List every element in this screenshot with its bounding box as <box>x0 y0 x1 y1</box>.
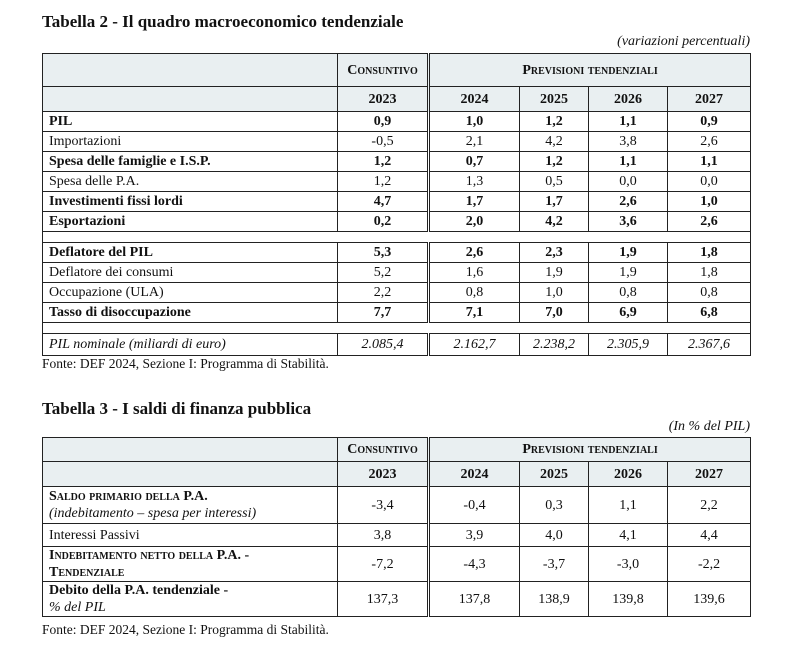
value-cell: 1,9 <box>589 263 668 283</box>
value-cell: 137,3 <box>338 582 429 617</box>
row-label: Investimenti fissi lordi <box>43 192 338 212</box>
empty-header <box>43 462 338 487</box>
value-cell: 0,0 <box>589 172 668 192</box>
table-row <box>43 582 751 617</box>
value-cell: -3,0 <box>589 547 668 582</box>
year-header-row <box>43 462 751 487</box>
value-cell: 1,2 <box>338 152 429 172</box>
value-cell: 1,9 <box>520 263 589 283</box>
year-header: 2025 <box>520 87 589 112</box>
value-cell: -2,2 <box>668 547 751 582</box>
row-label: Occupazione (ULA) <box>43 283 338 303</box>
value-cell: 0,5 <box>520 172 589 192</box>
value-cell: -0,5 <box>338 132 429 152</box>
value-cell: 139,6 <box>668 582 751 617</box>
table-row <box>43 112 751 132</box>
value-cell: -3,7 <box>520 547 589 582</box>
row-label-main: Debito della P.A. tendenziale - <box>49 583 229 598</box>
value-cell: -7,2 <box>338 547 429 582</box>
row-label: Deflatore dei consumi <box>43 263 338 283</box>
value-cell: 6,9 <box>589 303 668 323</box>
year-header-row <box>43 87 751 112</box>
year-header: 2023 <box>338 87 429 112</box>
year-header: 2026 <box>589 87 668 112</box>
value-cell: -0,4 <box>429 487 520 524</box>
spacer-cell <box>43 232 751 243</box>
group-header-row <box>43 438 751 462</box>
row-label: Deflatore del PIL <box>43 243 338 263</box>
value-cell: 2,6 <box>589 192 668 212</box>
table-row <box>43 132 751 152</box>
table-row <box>43 172 751 192</box>
table-row <box>43 283 751 303</box>
table-row <box>43 547 751 582</box>
value-cell: 4,2 <box>520 132 589 152</box>
spacer-row <box>43 232 751 243</box>
row-label: Esportazioni <box>43 212 338 232</box>
value-cell: 7,0 <box>520 303 589 323</box>
value-cell: 1,8 <box>668 243 751 263</box>
value-cell: 7,7 <box>338 303 429 323</box>
year-header: 2027 <box>668 462 751 487</box>
value-cell: 1,7 <box>520 192 589 212</box>
value-cell: 2.305,9 <box>589 334 668 356</box>
value-cell: 7,1 <box>429 303 520 323</box>
spacer-row <box>43 323 751 334</box>
value-cell: 5,2 <box>338 263 429 283</box>
table-row <box>43 192 751 212</box>
value-cell: 137,8 <box>429 582 520 617</box>
row-label-main: Interessi Passivi <box>49 527 140 543</box>
value-cell: 3,8 <box>338 524 429 547</box>
value-cell: 3,6 <box>589 212 668 232</box>
value-cell: 2.162,7 <box>429 334 520 356</box>
table3-source: Fonte: DEF 2024, Sezione I: Programma di Stabilità. <box>42 622 329 637</box>
value-cell: -3,4 <box>338 487 429 524</box>
year-header: 2024 <box>429 87 520 112</box>
empty-header <box>43 54 338 87</box>
row-label: Spesa delle famiglie e I.S.P. <box>43 152 338 172</box>
table3-title: Tabella 3 - I saldi di finanza pubblica <box>42 399 312 418</box>
value-cell: 1,2 <box>520 152 589 172</box>
previsioni-header: Previsioni tendenziali <box>429 54 751 87</box>
row-label-sub: (indebitamento – spesa per interessi) <box>49 506 257 521</box>
group-header-row <box>43 54 751 87</box>
table-row <box>43 524 751 547</box>
value-cell: 0,9 <box>338 112 429 132</box>
consuntivo-header: Consuntivo <box>338 54 429 87</box>
row-label-sub: % del PIL <box>49 600 106 615</box>
value-cell: 6,8 <box>668 303 751 323</box>
value-cell: 5,3 <box>338 243 429 263</box>
table-row <box>43 212 751 232</box>
row-label: Tasso di disoccupazione <box>43 303 338 323</box>
value-cell: 2,3 <box>520 243 589 263</box>
value-cell: 1,1 <box>589 112 668 132</box>
empty-header <box>43 87 338 112</box>
table-row <box>43 243 751 263</box>
row-label <box>43 524 338 547</box>
row-label: Importazioni <box>43 132 338 152</box>
value-cell: 2,0 <box>429 212 520 232</box>
table2-source: Fonte: DEF 2024, Sezione I: Programma di Stabilità. <box>42 356 329 371</box>
table-row <box>43 487 751 524</box>
value-cell: 1,2 <box>520 112 589 132</box>
value-cell: 2.238,2 <box>520 334 589 356</box>
value-cell: 0,2 <box>338 212 429 232</box>
year-header: 2024 <box>429 462 520 487</box>
table2-unit: (variazioni percentuali) <box>617 34 750 49</box>
value-cell: 1,1 <box>668 152 751 172</box>
table2-title: Tabella 2 - Il quadro macroeconomico tendenziale <box>42 12 404 31</box>
value-cell: 1,3 <box>429 172 520 192</box>
value-cell: 3,8 <box>589 132 668 152</box>
spacer-cell <box>43 323 751 334</box>
year-header: 2023 <box>338 462 429 487</box>
row-label-sub: Tendenziale <box>49 565 125 580</box>
row-label: PIL nominale (miliardi di euro) <box>43 334 338 356</box>
empty-header <box>43 438 338 462</box>
row-label-main: Indebitamento netto della P.A. - <box>49 548 250 563</box>
row-label <box>43 487 338 524</box>
value-cell: 2,6 <box>668 132 751 152</box>
value-cell: 0,9 <box>668 112 751 132</box>
value-cell: 4,0 <box>520 524 589 547</box>
table-row <box>43 334 751 356</box>
value-cell: 1,0 <box>429 112 520 132</box>
value-cell: 0,8 <box>668 283 751 303</box>
macro-table <box>42 53 751 356</box>
value-cell: 1,1 <box>589 152 668 172</box>
value-cell: 4,2 <box>520 212 589 232</box>
row-label <box>43 547 338 582</box>
value-cell: 139,8 <box>589 582 668 617</box>
year-header: 2025 <box>520 462 589 487</box>
row-label <box>43 582 338 617</box>
table-row <box>43 303 751 323</box>
value-cell: 138,9 <box>520 582 589 617</box>
value-cell: 4,1 <box>589 524 668 547</box>
value-cell: 1,0 <box>520 283 589 303</box>
value-cell: 0,7 <box>429 152 520 172</box>
value-cell: 2.367,6 <box>668 334 751 356</box>
value-cell: 1,0 <box>668 192 751 212</box>
value-cell: -4,3 <box>429 547 520 582</box>
value-cell: 0,8 <box>589 283 668 303</box>
finance-table <box>42 437 751 617</box>
value-cell: 2,2 <box>668 487 751 524</box>
table-row <box>43 152 751 172</box>
value-cell: 2,1 <box>429 132 520 152</box>
previsioni-header: Previsioni tendenziali <box>429 438 751 462</box>
row-label: PIL <box>43 112 338 132</box>
table3-unit: (In % del PIL) <box>668 419 750 434</box>
consuntivo-header: Consuntivo <box>338 438 429 462</box>
value-cell: 1,6 <box>429 263 520 283</box>
value-cell: 1,2 <box>338 172 429 192</box>
row-label-main: Saldo primario della P.A. <box>49 489 208 504</box>
value-cell: 2,6 <box>668 212 751 232</box>
value-cell: 0,3 <box>520 487 589 524</box>
value-cell: 0,0 <box>668 172 751 192</box>
value-cell: 4,4 <box>668 524 751 547</box>
year-header: 2027 <box>668 87 751 112</box>
value-cell: 2,2 <box>338 283 429 303</box>
table-row <box>43 263 751 283</box>
row-label: Spesa delle P.A. <box>43 172 338 192</box>
year-header: 2026 <box>589 462 668 487</box>
value-cell: 2,6 <box>429 243 520 263</box>
value-cell: 4,7 <box>338 192 429 212</box>
value-cell: 1,8 <box>668 263 751 283</box>
value-cell: 1,9 <box>589 243 668 263</box>
value-cell: 2.085,4 <box>338 334 429 356</box>
value-cell: 3,9 <box>429 524 520 547</box>
value-cell: 1,7 <box>429 192 520 212</box>
value-cell: 1,1 <box>589 487 668 524</box>
value-cell: 0,8 <box>429 283 520 303</box>
